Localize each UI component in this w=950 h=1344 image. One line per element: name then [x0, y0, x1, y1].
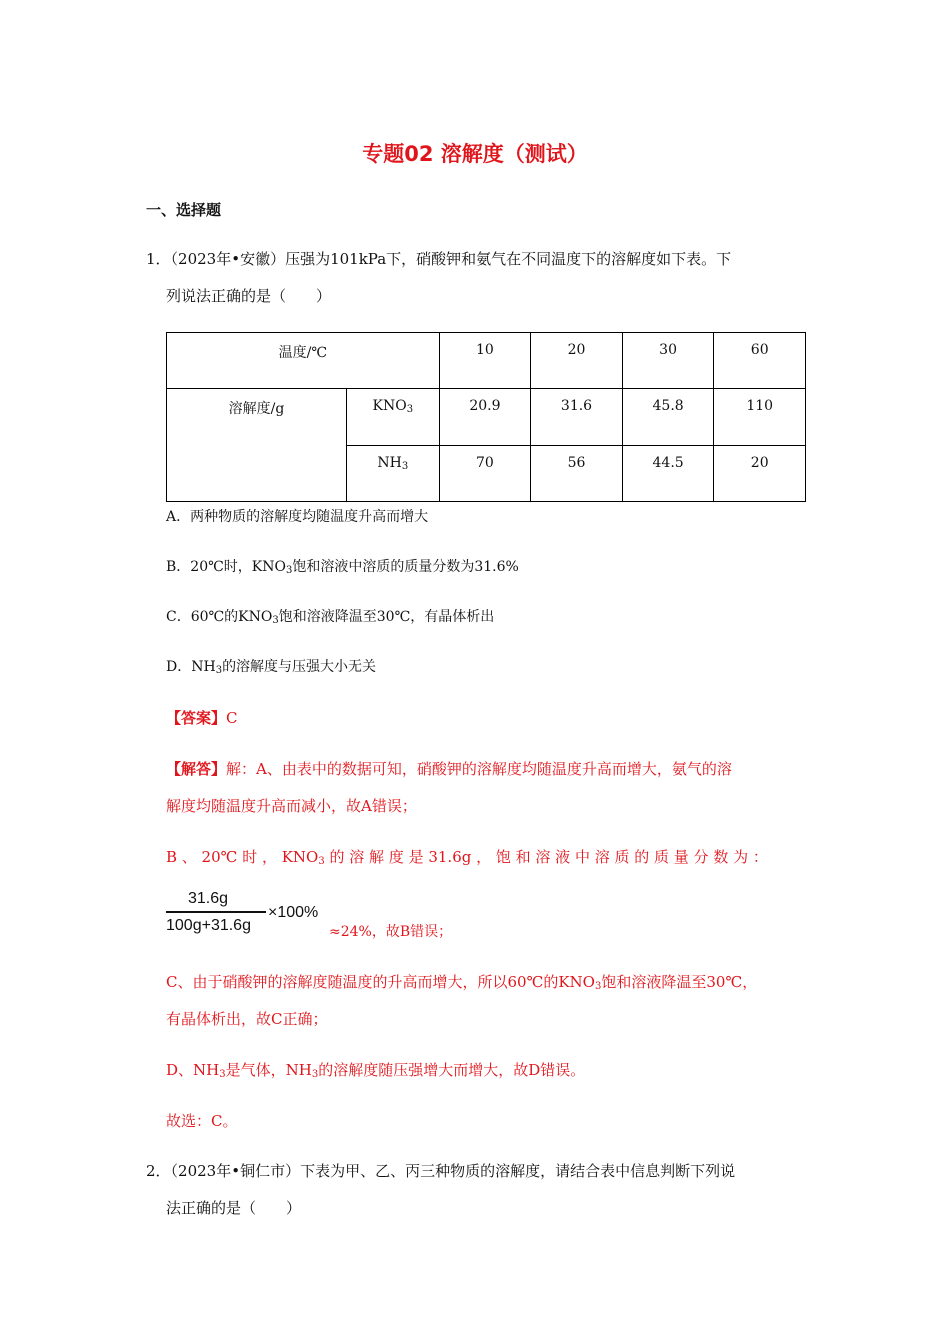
- analysis-c-line1: C、由于硝酸钾的溶解度随温度的升高而增大，所以60℃的$KNO_3$饱和溶液降温至30℃，: [166, 973, 758, 992]
- table-label-nh3: $NH_3$: [346, 446, 439, 502]
- analysis-d-line: D、$NH_3$是气体，$NH_3$的溶解度随压强增大而增大，故D错误。: [166, 1061, 586, 1080]
- table-header-temp: 温度/℃: [167, 333, 440, 389]
- page-title: 专题02 溶解度（测试）: [362, 142, 588, 166]
- table-temp-cell: 60: [714, 333, 806, 389]
- table-temp-cell: 10: [439, 333, 531, 389]
- table-value-cell: 20.9: [439, 389, 531, 446]
- table-value-cell: 20: [714, 446, 806, 502]
- analysis-b-line: B 、 20℃ 时 ， $KNO_3$ 的 溶 解 度 是 31.6g ， 饱 和 溶 液 中 溶 质 的 质 量 分 数 为 ：: [166, 848, 768, 867]
- analysis-line1: 【解答】解：A、由表中的数据可知，硝酸钾的溶解度均随温度升高而增大，氨气的溶: [166, 760, 732, 778]
- table-value-cell: 56: [531, 446, 623, 502]
- table-row-label-solubility: 溶解度/g: [167, 389, 347, 502]
- table-label-kno3: $KNO_3$: [346, 389, 439, 446]
- fraction-multiplier: ×100%: [268, 904, 319, 921]
- option-d: D．$NH_3$的溶解度与压强大小无关: [166, 659, 377, 676]
- fraction-denominator: 100g+31.6g: [166, 917, 251, 934]
- fraction-result: ≈24%，故B错误；: [329, 924, 453, 940]
- table-value-cell: 44.5: [622, 446, 714, 502]
- analysis-line2: 解度均随温度升高而减小，故A错误；: [166, 797, 417, 815]
- choose-line: 故选：C。: [166, 1112, 238, 1130]
- table-value-cell: 45.8: [622, 389, 714, 446]
- fraction-numerator: 31.6g: [188, 890, 229, 907]
- q1-stem-line2: 列说法正确的是（ ）: [166, 287, 332, 305]
- table-value-cell: 110: [714, 389, 806, 446]
- table-value-cell: 70: [439, 446, 531, 502]
- option-c: C．60℃的$KNO_3$饱和溶液降温至30℃，有晶体析出: [166, 609, 495, 626]
- answer-line: 【答案】C: [166, 709, 238, 727]
- table-value-cell: 31.6: [531, 389, 623, 446]
- solubility-table: [166, 332, 806, 502]
- q2-stem-line1: 2．（2023年•铜仁市）下表为甲、乙、丙三种物质的溶解度，请结合表中信息判断下列说: [146, 1162, 736, 1180]
- analysis-c-line2: 有晶体析出，故C正确；: [166, 1010, 328, 1028]
- q1-stem-line1: 1．（2023年•安徽）压强为101kPa下，硝酸钾和氨气在不同温度下的溶解度如下表。下: [146, 250, 732, 268]
- q2-stem-line2: 法正确的是（ ）: [166, 1199, 302, 1217]
- option-b: B．20℃时，$KNO_3$饱和溶液中溶质的质量分数为31.6%: [166, 559, 519, 576]
- section-heading: 一、选择题: [146, 201, 222, 219]
- table-temp-cell: 20: [531, 333, 623, 389]
- option-a: A．两种物质的溶解度均随温度升高而增大: [166, 509, 429, 525]
- fraction-bar: [166, 911, 266, 913]
- table-temp-cell: 30: [622, 333, 714, 389]
